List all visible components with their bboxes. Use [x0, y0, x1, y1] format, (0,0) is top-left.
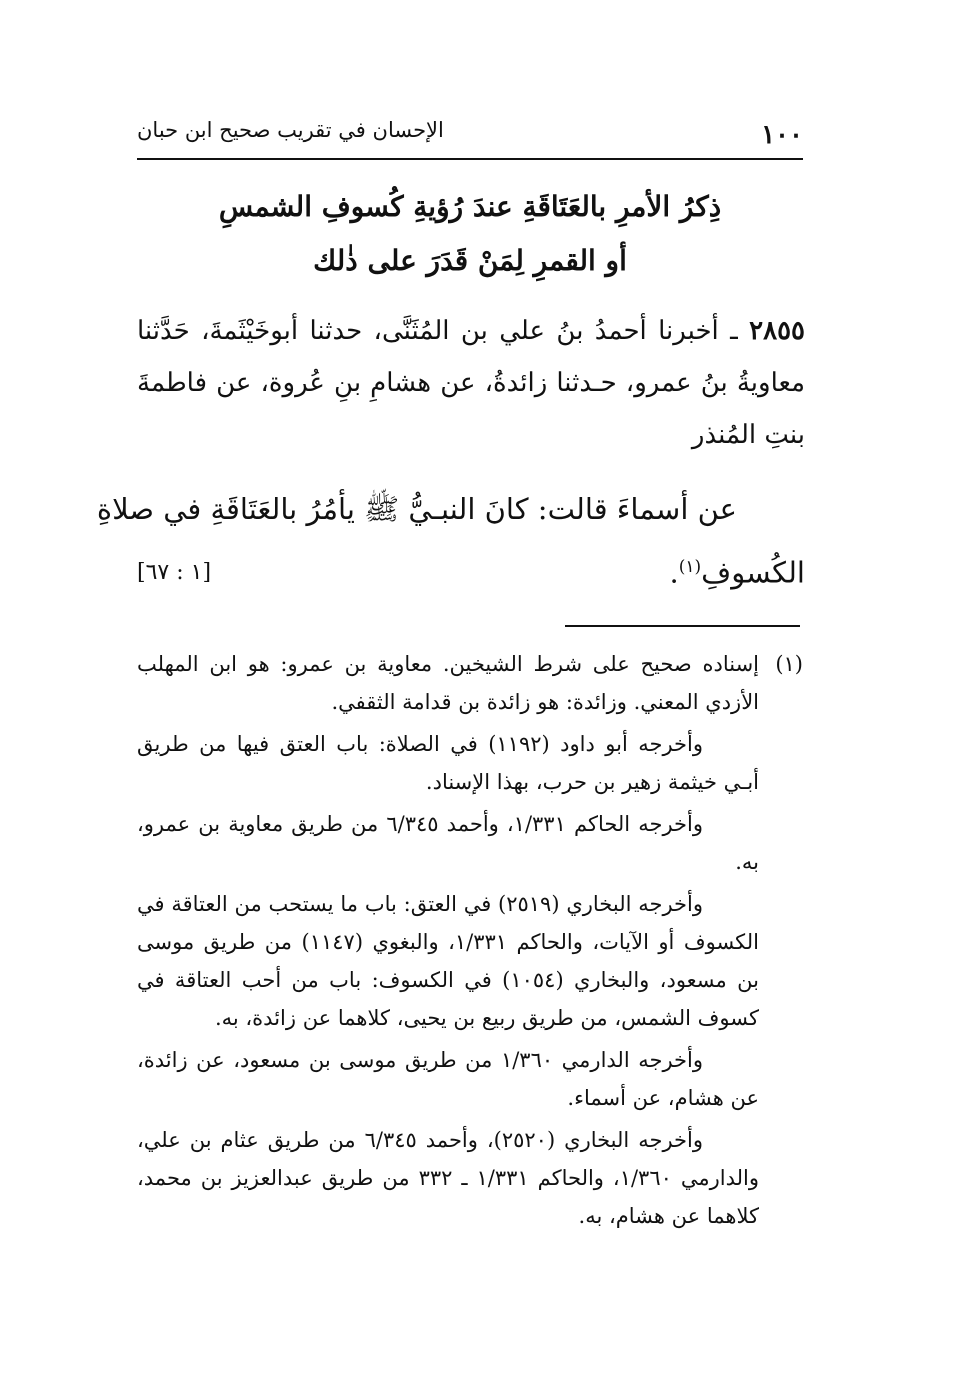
hadith-chain: [137, 305, 805, 461]
chapter-title-line-1: ذِكرُ الأمرِ بالعَتَاقَةِ عندَ رُؤيةِ كُسوفِ الشمسِ: [218, 190, 722, 223]
chapter-title-line-2: أو القمرِ لِمَنْ قَدَرَ على ذٰلك: [313, 244, 627, 277]
hadith-text-line-1: عن أسماءَ قالت: كانَ النبـيُّ ﷺ يأمُرُ بالعَتَاقَةِ في صلاةِ: [96, 492, 737, 526]
hadith-reference: [١ : ٦٧]: [137, 560, 212, 585]
hadith-text-end: الكُسوفِ: [701, 555, 805, 590]
chapter-title: [137, 180, 803, 288]
footnote-paragraph: وأخرجه البخاري (٢٥١٩) في العتق: باب ما يستحب من العتاقة في الكسوف أو الآيات، والحاكم ١/٣٣١، والبغوي (١١٤٧) من طريق موسى بن مسعود، والبخاري (١٠٥٤) في الكسوف: باب من أحب العتاقة في كسوف الشمس، من طريق ربيع بن يحيى، كلاهما عن زائدة، به.: [137, 892, 760, 1030]
book-title: الإحسان في تقريب صحيح ابن حبان: [137, 118, 444, 142]
page-number: ١٠٠: [761, 120, 803, 150]
running-header: [137, 112, 803, 152]
hadith-period: .: [669, 555, 679, 590]
footnote-1: [137, 645, 803, 721]
footnote-ref-marker: (١): [678, 557, 702, 577]
hadith-text: [96, 480, 805, 602]
footnote-paragraph: وأخرجه البخاري (٢٥٢٠)، وأحمد ٦/٣٤٥ من طريق عثام بن علي، والدارمي ١/٣٦٠، والحاكم ١/٣٣١ ـ ٣٣٢ من طريق عبدالعزيز بن محمد، كلاهما عن هشام، به.: [137, 1128, 759, 1228]
hadith-text-line-2: [137, 538, 805, 602]
footnotes: [137, 645, 803, 1239]
footnote-1-marker: (١): [775, 652, 803, 676]
footnote-divider: [565, 625, 800, 627]
footnote-1-text: إسناده صحيح على شرط الشيخين. معاوية بن عمرو: هو ابن المهلب الأزدي المعني. وزائدة: هو زائدة بن قدامة الثقفي.: [137, 652, 759, 714]
footnote-paragraph: وأخرجه الحاكم ١/٣٣١، وأحمد ٦/٣٤٥ من طريق معاوية بن عمرو، به.: [137, 812, 759, 874]
footnote-paragraph: وأخرجه الدارمي ١/٣٦٠ من طريق موسى بن مسعود، عن زائدة، عن هشام، عن أسماء.: [137, 1048, 759, 1110]
header-divider: [137, 158, 803, 160]
hadith-chain-text: ـ أخبرنا أحمدُ بنُ علي بن المُثَنَّى، حدثنا أبوخَيْثَمةَ، حَدَّثنا معاويةُ بنُ عمرو، حـدثنا زائدةُ، عن هشامِ بنِ عُروة، عن فاطمةَ بنتِ المُنذر: [137, 316, 805, 450]
footnote-paragraph: وأخرجه أبو داود (١١٩٢) في الصلاة: باب العتق فيها من طريق أبـي خيثمة زهير بن حرب، بهذا الإسناد.: [137, 732, 759, 794]
hadith-number: ٢٨٥٥: [749, 316, 805, 346]
